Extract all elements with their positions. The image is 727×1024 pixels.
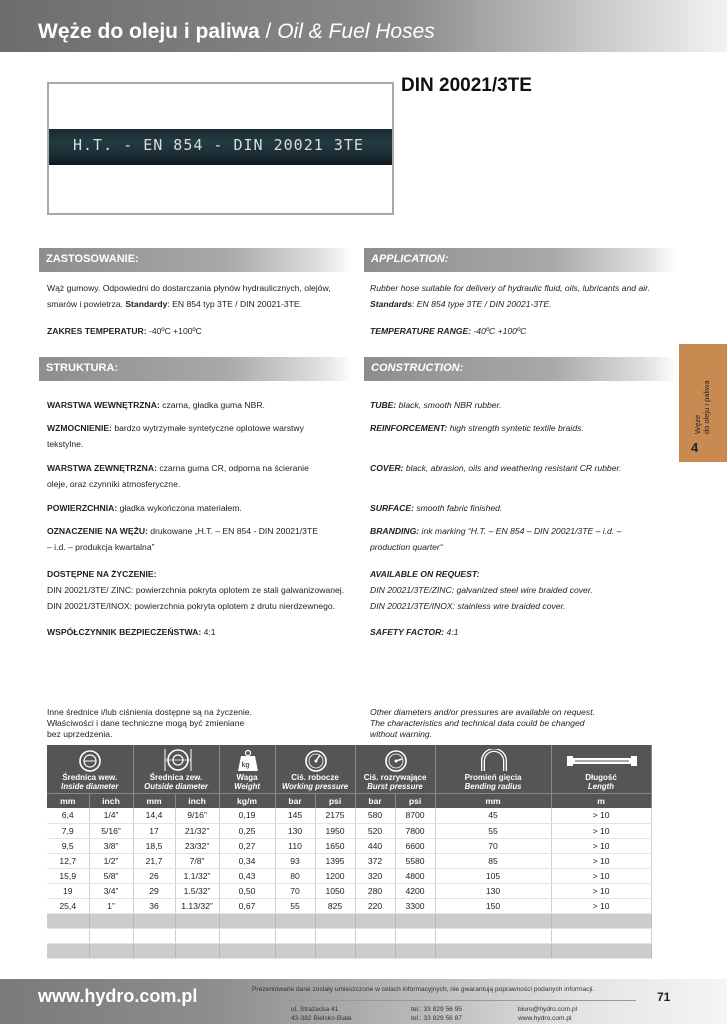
table-cell: 70	[435, 838, 551, 853]
text-line	[47, 460, 357, 476]
column-title-pl: Ciś. rozrywające	[363, 772, 427, 782]
burst-gauge-icon	[356, 747, 435, 773]
chapter-tab-label	[693, 376, 711, 436]
table-cell: 1650	[315, 838, 355, 853]
empty-cell	[89, 928, 133, 943]
table-cell: 2175	[315, 808, 355, 823]
empty-cell	[219, 928, 275, 943]
surface-label: POWIERZCHNIA:	[47, 503, 118, 513]
table-cell: 19	[47, 883, 89, 898]
hose-image	[49, 129, 392, 165]
surface-en	[370, 500, 675, 516]
temperature-value: -40ºC +100ºC	[146, 326, 202, 336]
table-cell: 1/2”	[89, 853, 133, 868]
available-heading: DOSTĘPNE NA ŻYCZENIE:	[47, 569, 157, 579]
table-row	[47, 898, 651, 913]
empty-table-row	[47, 928, 651, 943]
phone-line: tel.: 33 829 56 95	[411, 1006, 462, 1013]
application-text-en	[370, 280, 675, 312]
table-cell: > 10	[551, 823, 651, 838]
table-cell: > 10	[551, 838, 651, 853]
table-cell: 1.5/32”	[175, 883, 219, 898]
table-cell: 93	[275, 853, 315, 868]
empty-cell	[275, 943, 315, 958]
table-cell: 150	[435, 898, 551, 913]
table-cell: 23/32”	[175, 838, 219, 853]
footer-contacts	[518, 1005, 577, 1023]
reinforcement-label: WZMOCNIENIE:	[47, 423, 112, 433]
table-cell: 1950	[315, 823, 355, 838]
title-pl: Węże do oleju i paliwa	[38, 20, 260, 43]
header-bar	[0, 0, 727, 52]
table-cell: 1395	[315, 853, 355, 868]
chapter-tab-line: do oleju i paliwa	[702, 380, 711, 434]
table-cell: 3/4”	[89, 883, 133, 898]
weight-icon-label: kg	[241, 761, 250, 769]
outside-diameter-icon	[134, 747, 219, 773]
safety-en	[370, 624, 675, 640]
safety-pl	[47, 624, 357, 640]
note-line: without warning.	[370, 729, 433, 739]
table-cell: 145	[275, 808, 315, 823]
temperature-en	[370, 323, 675, 339]
table-cell: 80	[275, 868, 315, 883]
title-separator: /	[259, 20, 278, 43]
table-cell: 0,67	[219, 898, 275, 913]
table-cell: 110	[275, 838, 315, 853]
product-standard: DIN 20021/3TE	[401, 75, 532, 96]
table-row	[47, 868, 651, 883]
application-text-pl	[47, 280, 357, 312]
available-en	[370, 566, 675, 614]
empty-cell	[551, 913, 651, 928]
table-cell: 1.1/32”	[175, 868, 219, 883]
hose-marking: H.T. - EN 854 - DIN 20021 3TE	[73, 136, 364, 154]
table-row	[47, 853, 651, 868]
table-cell: 45	[435, 808, 551, 823]
address-line: 43-382 Bielsko-Biała	[291, 1015, 352, 1022]
table-cell: 12,7	[47, 853, 89, 868]
table-cell: 130	[275, 823, 315, 838]
note-line: Właściwości i dane techniczne mogą być zmieniane	[47, 718, 245, 728]
cover-pl	[47, 460, 357, 492]
empty-cell	[47, 928, 89, 943]
table-cell: 1200	[315, 868, 355, 883]
tube-value: czarna, gładka guma NBR.	[159, 400, 265, 410]
inside-diameter-icon	[47, 747, 133, 773]
text-part: smarów i powietrza.	[47, 299, 126, 309]
table-cell: 825	[315, 898, 355, 913]
text-line: tekstylne.	[47, 439, 84, 449]
footer	[0, 979, 727, 1024]
table-cell: 9/16”	[175, 808, 219, 823]
available-heading: AVAILABLE ON REQUEST:	[370, 569, 480, 579]
column-header-bending-radius	[435, 745, 551, 793]
column-title-en: Length	[588, 781, 615, 791]
table-cell: 55	[275, 898, 315, 913]
empty-cell	[175, 943, 219, 958]
column-title-pl: Waga	[236, 772, 258, 782]
title-en: Oil & Fuel Hoses	[277, 20, 435, 43]
empty-cell	[47, 943, 89, 958]
table-cell: 85	[435, 853, 551, 868]
table-cell: 520	[355, 823, 395, 838]
standards-label: Standardy	[125, 299, 168, 309]
table-cell: 4800	[395, 868, 435, 883]
table-cell: 0,27	[219, 838, 275, 853]
text-line	[370, 296, 675, 312]
footer-phones	[411, 1005, 462, 1023]
column-header-outside-diameter	[133, 745, 219, 793]
table-cell: 9,5	[47, 838, 89, 853]
empty-table-row	[47, 943, 651, 958]
empty-cell	[395, 943, 435, 958]
unit-cell: mm	[133, 793, 175, 808]
section-title: CONSTRUCTION:	[371, 362, 464, 374]
column-title-pl: Ciś. robocze	[291, 772, 339, 782]
branding-en	[370, 523, 675, 555]
column-title-en: Weight	[234, 781, 260, 791]
text-line	[47, 420, 357, 436]
chapter-tab[interactable]	[679, 344, 727, 462]
empty-cell	[47, 913, 89, 928]
temperature-value: -40ºC +100ºC	[471, 326, 527, 336]
cover-en	[370, 460, 675, 476]
column-title-pl: Promień gięcia	[464, 772, 522, 782]
table-cell: 1050	[315, 883, 355, 898]
section-header-construction-pl	[39, 357, 353, 381]
table-cell: 1”	[89, 898, 133, 913]
note-en	[370, 707, 675, 740]
empty-cell	[355, 928, 395, 943]
empty-table-row	[47, 913, 651, 928]
table-cell: 8700	[395, 808, 435, 823]
table-cell: > 10	[551, 853, 651, 868]
section-title: ZASTOSOWANIE:	[46, 253, 139, 265]
table-cell: 26	[133, 868, 175, 883]
column-header-burst-pressure	[355, 745, 435, 793]
table-cell: 3/8”	[89, 838, 133, 853]
empty-cell	[395, 913, 435, 928]
table-header-row	[47, 745, 651, 793]
table-cell: 320	[355, 868, 395, 883]
table-cell: > 10	[551, 898, 651, 913]
weight-icon	[220, 747, 275, 773]
empty-cell	[133, 928, 175, 943]
text-line	[47, 523, 362, 539]
table-row	[47, 838, 651, 853]
column-title-en: Working pressure	[281, 781, 349, 791]
column-title-pl: Długość	[585, 772, 617, 782]
section-header-application-en	[364, 248, 678, 272]
surface-pl	[47, 500, 357, 516]
empty-cell	[89, 943, 133, 958]
table-cell: 0,34	[219, 853, 275, 868]
surface-value: smooth fabric finished.	[413, 503, 503, 513]
table-cell: 580	[355, 808, 395, 823]
footer-email-link[interactable]: biuro@hydro.com.pl	[518, 1006, 578, 1013]
unit-cell: bar	[355, 793, 395, 808]
table-cell: 1.13/32”	[175, 898, 219, 913]
hose-length-icon	[552, 747, 651, 773]
section-title: STRUKTURA:	[46, 362, 119, 374]
empty-cell	[133, 943, 175, 958]
text-line: Rubber hose suitable for delivery of hydraulic fluid, oils, lubricants and air.	[370, 283, 651, 293]
table-cell: 7/8”	[175, 853, 219, 868]
safety-label: SAFETY FACTOR:	[370, 627, 445, 637]
empty-cell	[275, 913, 315, 928]
text-line: oleje, oraz czynniki atmosferyczne.	[47, 479, 181, 489]
tube-value: black, smooth NBR rubber.	[396, 400, 502, 410]
table-cell: 29	[133, 883, 175, 898]
column-header-weight	[219, 745, 275, 793]
safety-label: WSPÓŁCZYNNIK BEZPIECZEŃSTWA:	[47, 627, 202, 637]
phone-line: tel.: 33 829 56 87	[411, 1015, 462, 1022]
chapter-tab-line: Węże	[693, 414, 702, 434]
bend-radius-icon	[436, 747, 551, 773]
table-cell: > 10	[551, 808, 651, 823]
table-row	[47, 808, 651, 823]
reinforcement-value: bardzo wytrzymałe syntetyczne oplotowe warstwy	[111, 423, 304, 433]
table-cell: 0,25	[219, 823, 275, 838]
table-cell: 5/8”	[89, 868, 133, 883]
tube-label: TUBE:	[370, 400, 397, 410]
standards-value: : EN 854 typ 3TE / DIN 20021-3TE.	[167, 299, 303, 309]
table-cell: 36	[133, 898, 175, 913]
unit-cell: m	[551, 793, 651, 808]
unit-cell: psi	[315, 793, 355, 808]
note-line: The characteristics and technical data could be changed	[370, 718, 585, 728]
tube-label: WARSTWA WEWNĘTRZNA:	[47, 400, 160, 410]
table-cell: 5/16”	[89, 823, 133, 838]
table-cell: 25,4	[47, 898, 89, 913]
note-line: Other diameters and/or pressures are available on request.	[370, 707, 595, 717]
empty-cell	[315, 913, 355, 928]
table-cell: 1/4”	[89, 808, 133, 823]
temperature-label: ZAKRES TEMPERATUR:	[47, 326, 147, 336]
footer-divider	[252, 1000, 636, 1001]
empty-cell	[435, 943, 551, 958]
column-title-en: Inside diameter	[61, 781, 119, 791]
table-cell: 6600	[395, 838, 435, 853]
table-cell: 440	[355, 838, 395, 853]
available-line: DIN 20021/3TE/ ZINC: powierzchnia pokryta oplotem ze stali galwanizowanej.	[47, 585, 345, 595]
cover-value: black, abrasion, oils and weathering resistant CR rubber.	[403, 463, 622, 473]
standards-value: : EN 854 type 3TE / DIN 20021-3TE.	[412, 299, 552, 309]
empty-cell	[275, 928, 315, 943]
table-cell: > 10	[551, 883, 651, 898]
table-cell: 5580	[395, 853, 435, 868]
cover-label: WARSTWA ZEWNĘTRZNA:	[47, 463, 157, 473]
column-title-pl: Średnica wew.	[62, 772, 118, 782]
text-line: production quarter“	[370, 542, 443, 552]
cover-value: czarna guma CR, odporna na ścieranie	[156, 463, 309, 473]
table-cell: 6,4	[47, 808, 89, 823]
standards-label: Standards	[370, 299, 413, 309]
table-cell: 0,43	[219, 868, 275, 883]
available-line: DIN 20021/3TE/ZINC: galvanized steel wire braided cover.	[370, 585, 593, 595]
column-header-working-pressure	[275, 745, 355, 793]
available-line: DIN 20021/3TE/INOX: powierzchnia pokryta oplotem z drutu nierdzewnego.	[47, 601, 336, 611]
cover-label: COVER:	[370, 463, 404, 473]
gauge-icon	[276, 747, 355, 773]
surface-value: gładka wykończona materiałem.	[117, 503, 242, 513]
table-cell: 21/32”	[175, 823, 219, 838]
section-header-construction-en	[364, 357, 678, 381]
tube-en	[370, 397, 675, 413]
table-cell: 14,4	[133, 808, 175, 823]
spec-table	[47, 745, 652, 959]
table-cell: 7800	[395, 823, 435, 838]
table-body	[47, 808, 651, 958]
table-units-row	[47, 793, 651, 808]
table-cell: 7,9	[47, 823, 89, 838]
reinforcement-pl	[47, 420, 357, 452]
chapter-tab-number: 4	[691, 440, 699, 455]
reinforcement-label: REINFORCEMENT:	[370, 423, 448, 433]
empty-cell	[89, 913, 133, 928]
text-line	[47, 296, 357, 312]
text-line: – i.d. – produkcja kwartalna”	[47, 542, 155, 552]
surface-label: SURFACE:	[370, 503, 414, 513]
temperature-label: TEMPERATURE RANGE:	[370, 326, 472, 336]
table-cell: 280	[355, 883, 395, 898]
unit-cell: mm	[47, 793, 89, 808]
note-line: Inne średnice i/lub ciśnienia dostępne są na życzenie.	[47, 707, 252, 717]
reinforcement-en	[370, 420, 675, 436]
empty-cell	[551, 928, 651, 943]
column-header-inside-diameter	[47, 745, 133, 793]
empty-cell	[315, 928, 355, 943]
table-cell: > 10	[551, 868, 651, 883]
table-cell: 4200	[395, 883, 435, 898]
empty-cell	[175, 928, 219, 943]
empty-cell	[435, 913, 551, 928]
footer-web-link[interactable]: www.hydro.com.pl	[518, 1015, 572, 1022]
empty-cell	[355, 913, 395, 928]
text-line	[370, 523, 675, 539]
footer-address	[291, 1005, 351, 1023]
empty-cell	[175, 913, 219, 928]
tube-pl	[47, 397, 357, 413]
table-cell: 3300	[395, 898, 435, 913]
table-cell: 15,9	[47, 868, 89, 883]
temperature-pl	[47, 323, 357, 339]
table-cell: 0,19	[219, 808, 275, 823]
table-cell: 18,5	[133, 838, 175, 853]
empty-cell	[315, 943, 355, 958]
section-title: APPLICATION:	[371, 253, 449, 265]
footer-disclaimer: Prezentowane dane zostały umieszczone w celach informacyjnych, nie gwarantują poprawności podanych informacji.	[252, 986, 595, 993]
unit-cell: inch	[175, 793, 219, 808]
empty-cell	[395, 928, 435, 943]
column-title-en: Bending radius	[464, 781, 522, 791]
note-line: bez uprzedzenia.	[47, 729, 113, 739]
available-line: DIN 20021/3TE/INOX: stainless wire braided cover.	[370, 601, 566, 611]
reinforcement-value: high strength syntetic textile braids.	[447, 423, 584, 433]
branding-value: drukowane „H.T. – EN 854 - DIN 20021/3TE	[147, 526, 318, 536]
unit-cell: inch	[89, 793, 133, 808]
table-cell: 105	[435, 868, 551, 883]
safety-value: 4:1	[444, 627, 459, 637]
address-line: ul. Strażacka 41	[291, 1006, 339, 1013]
section-header-application-pl	[39, 248, 353, 272]
page-title	[38, 20, 435, 44]
branding-label: BRANDING:	[370, 526, 420, 536]
table-cell: 0,50	[219, 883, 275, 898]
table-cell: 372	[355, 853, 395, 868]
table-cell: 21,7	[133, 853, 175, 868]
column-title-pl: Średnica zew.	[149, 772, 203, 782]
empty-cell	[551, 943, 651, 958]
footer-url-link[interactable]: www.hydro.com.pl	[38, 986, 198, 1006]
table-cell: 220	[355, 898, 395, 913]
column-title-en: Burst pressure	[367, 781, 423, 791]
branding-value: ink marking “H.T. – EN 854 – DIN 20021/3TE – i.d. –	[419, 526, 622, 536]
table-cell: 130	[435, 883, 551, 898]
product-photo	[47, 82, 394, 215]
text-line: Wąż gumowy. Odpowiedni do dostarczania płynów hydraulicznych, olejów,	[47, 283, 331, 293]
empty-cell	[219, 913, 275, 928]
column-title-en: Outside diameter	[144, 781, 208, 791]
empty-cell	[355, 943, 395, 958]
column-header-length	[551, 745, 651, 793]
unit-cell: mm	[435, 793, 551, 808]
empty-cell	[219, 943, 275, 958]
branding-pl	[47, 523, 362, 555]
available-pl	[47, 566, 367, 614]
empty-cell	[133, 913, 175, 928]
unit-cell: bar	[275, 793, 315, 808]
unit-cell: psi	[395, 793, 435, 808]
table-row	[47, 883, 651, 898]
note-pl	[47, 707, 357, 740]
table-cell: 70	[275, 883, 315, 898]
page-number: 71	[657, 990, 671, 1004]
branding-label: OZNACZENIE NA WĘŻU:	[47, 526, 148, 536]
safety-value: 4:1	[201, 627, 216, 637]
table-cell: 17	[133, 823, 175, 838]
unit-cell: kg/m	[219, 793, 275, 808]
empty-cell	[435, 928, 551, 943]
table-row	[47, 823, 651, 838]
table-cell: 55	[435, 823, 551, 838]
